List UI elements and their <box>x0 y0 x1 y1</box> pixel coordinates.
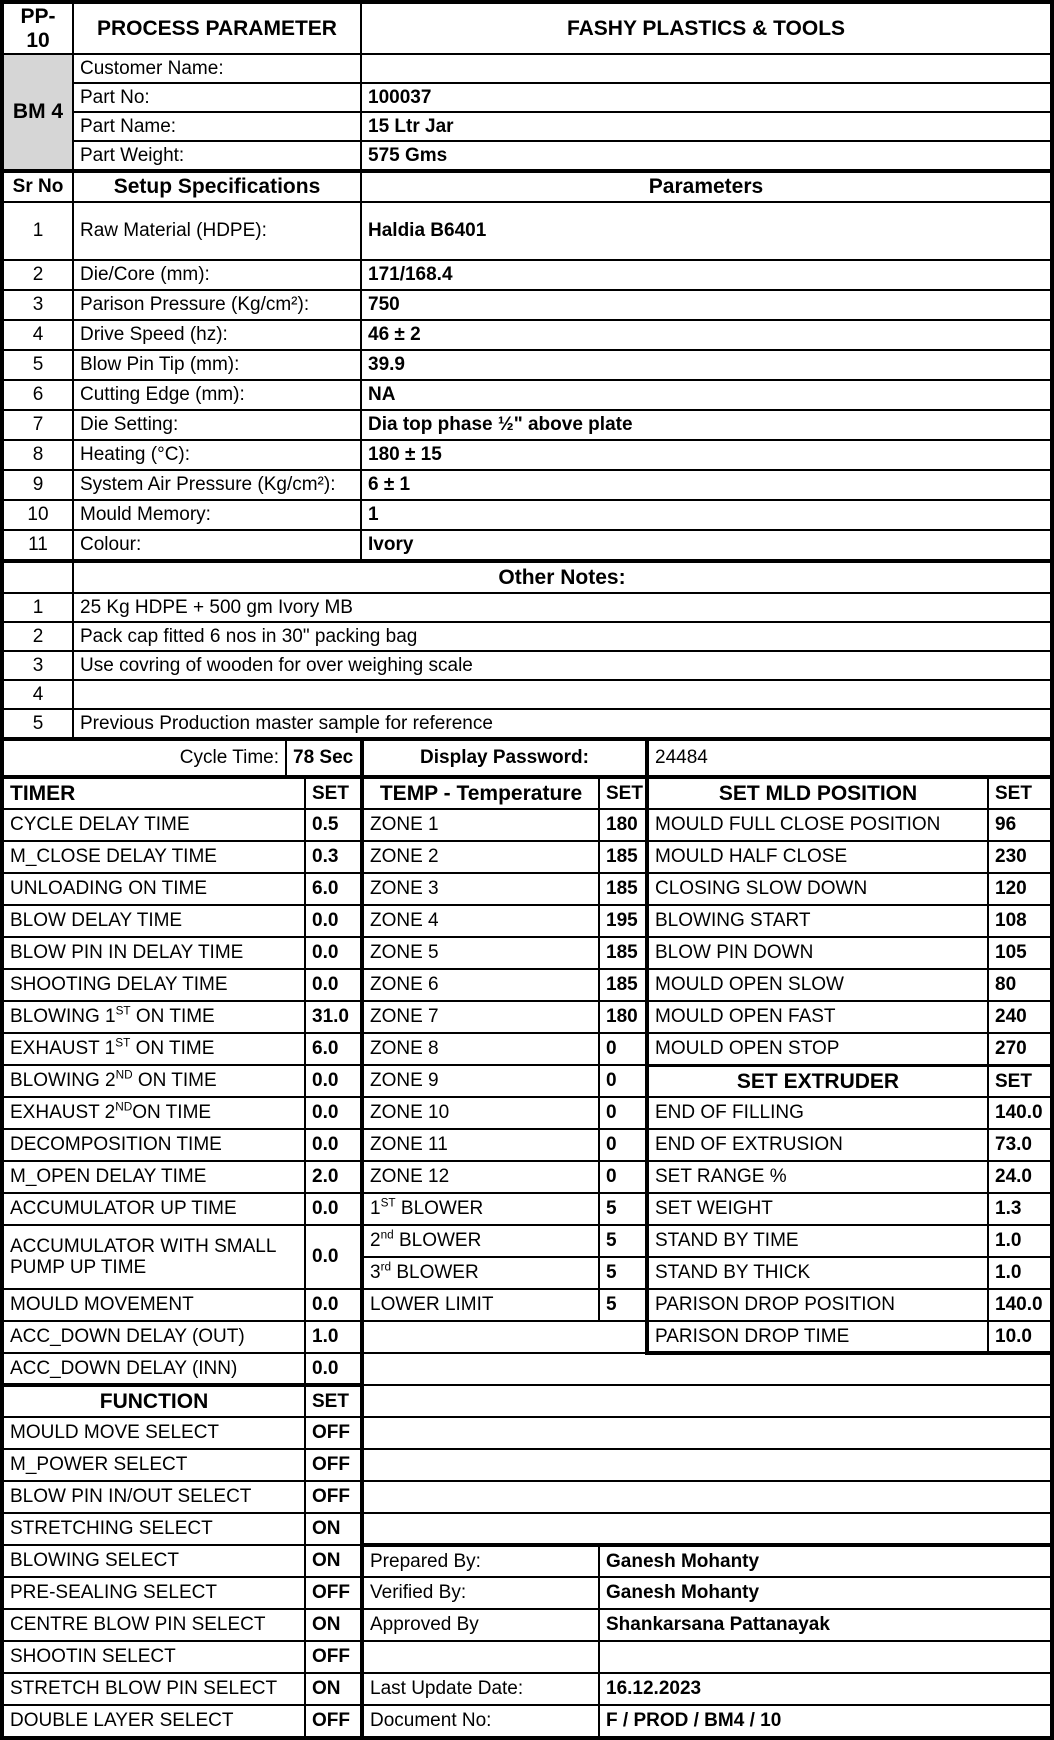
timer-header: TIMER <box>3 778 305 809</box>
note-text: Previous Production master sample for reference <box>73 709 1051 738</box>
info-value: 575 Gms <box>361 141 1051 170</box>
note-text <box>73 680 1051 709</box>
temp-label: ZONE 10 <box>362 1097 599 1129</box>
timer-value: 0.0 <box>305 905 362 937</box>
timer-value: 0.0 <box>305 969 362 1001</box>
function-label: STRETCH BLOW PIN SELECT <box>3 1673 305 1705</box>
temp-value: 0 <box>599 1161 647 1193</box>
timer-label: DECOMPOSITION TIME <box>3 1129 305 1161</box>
temp-value: 5 <box>599 1193 647 1225</box>
spec-value: 171/168.4 <box>361 260 1051 290</box>
spec-label: Blow Pin Tip (mm): <box>73 350 361 380</box>
mld-label: CLOSING SLOW DOWN <box>647 873 988 905</box>
notes-table <box>2 561 1052 739</box>
function-value: ON <box>305 1513 362 1545</box>
timer-label: UNLOADING ON TIME <box>3 873 305 905</box>
extruder-value: 140.0 <box>988 1289 1051 1321</box>
temp-value: 5 <box>599 1289 647 1321</box>
timer-label: BLOW PIN IN DELAY TIME <box>3 937 305 969</box>
cycle-time-label: Cycle Time: <box>3 740 286 776</box>
doc-code: PP-10 <box>3 3 73 54</box>
extruder-label: SET WEIGHT <box>647 1193 988 1225</box>
temp-header: TEMP - Temperature <box>362 778 599 809</box>
mld-label: MOULD OPEN SLOW <box>647 969 988 1001</box>
signoff-label: Prepared By: <box>362 1545 599 1577</box>
timer-label: BLOWING 1ST ON TIME <box>3 1001 305 1033</box>
spec-value: 750 <box>361 290 1051 320</box>
spec-no: 5 <box>3 350 73 380</box>
function-set-header: SET <box>305 1385 362 1417</box>
extruder-label: STAND BY THICK <box>647 1257 988 1289</box>
setup-table <box>2 171 1052 561</box>
param-header: Parameters <box>361 172 1051 202</box>
mld-set-header: SET <box>988 778 1051 809</box>
function-value: OFF <box>305 1641 362 1673</box>
temp-label: ZONE 6 <box>362 969 599 1001</box>
spec-label: Die/Core (mm): <box>73 260 361 290</box>
timer-value: 0.0 <box>305 1225 362 1289</box>
empty-cell <box>362 1353 1051 1385</box>
timer-value: 31.0 <box>305 1001 362 1033</box>
empty-cell <box>362 1449 1051 1481</box>
temp-label: ZONE 12 <box>362 1161 599 1193</box>
timer-label: EXHAUST 2NDON TIME <box>3 1097 305 1129</box>
spec-label: Mould Memory: <box>73 500 361 530</box>
note-text: Pack cap fitted 6 nos in 30" packing bag <box>73 622 1051 651</box>
signoff-label: Approved By <box>362 1609 599 1641</box>
note-no: 4 <box>3 680 73 709</box>
note-text: 25 Kg HDPE + 500 gm Ivory MB <box>73 593 1051 622</box>
note-text: Use covring of wooden for over weighing scale <box>73 651 1051 680</box>
spec-no: 10 <box>3 500 73 530</box>
signoff-value: Ganesh Mohanty <box>599 1545 1051 1577</box>
temp-label: ZONE 3 <box>362 873 599 905</box>
temp-label: 1ST BLOWER <box>362 1193 599 1225</box>
temp-value: 0 <box>599 1065 647 1097</box>
mld-value: 120 <box>988 873 1051 905</box>
empty-cell <box>362 1321 647 1353</box>
spec-value: 180 ± 15 <box>361 440 1051 470</box>
spec-label: Die Setting: <box>73 410 361 440</box>
temp-value: 180 <box>599 809 647 841</box>
timer-label: ACCUMULATOR WITH SMALL PUMP UP TIME <box>3 1225 305 1289</box>
mld-value: 80 <box>988 969 1051 1001</box>
temp-label: ZONE 5 <box>362 937 599 969</box>
timer-label: SHOOTING DELAY TIME <box>3 969 305 1001</box>
mld-label: MOULD FULL CLOSE POSITION <box>647 809 988 841</box>
temp-label: ZONE 1 <box>362 809 599 841</box>
timer-value: 0.0 <box>305 1193 362 1225</box>
spec-no: 3 <box>3 290 73 320</box>
temp-value: 0 <box>599 1097 647 1129</box>
timer-value: 6.0 <box>305 873 362 905</box>
timer-value: 0.0 <box>305 1129 362 1161</box>
spec-value: Haldia B6401 <box>361 202 1051 260</box>
spec-value: 46 ± 2 <box>361 320 1051 350</box>
spec-label: Heating (°C): <box>73 440 361 470</box>
extruder-label: END OF EXTRUSION <box>647 1129 988 1161</box>
info-value: 100037 <box>361 83 1051 112</box>
temp-value: 185 <box>599 937 647 969</box>
temp-label: ZONE 8 <box>362 1033 599 1065</box>
function-value: OFF <box>305 1577 362 1609</box>
info-value: 15 Ltr Jar <box>361 112 1051 141</box>
function-label: BLOW PIN IN/OUT SELECT <box>3 1481 305 1513</box>
company-name: FASHY PLASTICS & TOOLS <box>361 3 1051 54</box>
display-password-label: Display Password: <box>362 740 647 776</box>
temp-value: 185 <box>599 873 647 905</box>
signoff-value <box>599 1641 1051 1673</box>
function-value: OFF <box>305 1481 362 1513</box>
spec-no: 11 <box>3 530 73 560</box>
timer-value: 0.0 <box>305 937 362 969</box>
mld-value: 96 <box>988 809 1051 841</box>
mld-value: 108 <box>988 905 1051 937</box>
mld-label: MOULD OPEN STOP <box>647 1033 988 1065</box>
function-value: ON <box>305 1609 362 1641</box>
extruder-value: 1.0 <box>988 1257 1051 1289</box>
signoff-label: Last Update Date: <box>362 1673 599 1705</box>
signoff-label: Document No: <box>362 1705 599 1737</box>
extruder-label: END OF FILLING <box>647 1097 988 1129</box>
extruder-header: SET EXTRUDER <box>647 1065 988 1097</box>
note-no: 3 <box>3 651 73 680</box>
spec-label: Parison Pressure (Kg/cm²): <box>73 290 361 320</box>
cycle-time-value: 78 Sec <box>286 740 362 776</box>
note-no: 1 <box>3 593 73 622</box>
extruder-label: PARISON DROP TIME <box>647 1321 988 1353</box>
temp-label: ZONE 2 <box>362 841 599 873</box>
signoff-label: Verified By: <box>362 1577 599 1609</box>
timer-label: CYCLE DELAY TIME <box>3 809 305 841</box>
signoff-value: F / PROD / BM4 / 10 <box>599 1705 1051 1737</box>
extruder-value: 10.0 <box>988 1321 1051 1353</box>
function-label: M_POWER SELECT <box>3 1449 305 1481</box>
timer-label: ACC_DOWN DELAY (INN) <box>3 1353 305 1385</box>
spec-header: Setup Specifications <box>73 172 361 202</box>
timer-value: 0.3 <box>305 841 362 873</box>
empty-cell <box>362 1385 1051 1417</box>
info-label: Customer Name: <box>73 54 361 83</box>
function-label: PRE-SEALING SELECT <box>3 1577 305 1609</box>
spec-value: 6 ± 1 <box>361 470 1051 500</box>
signoff-value: Shankarsana Pattanayak <box>599 1609 1051 1641</box>
spec-label: Raw Material (HDPE): <box>73 202 361 260</box>
temp-value: 0 <box>599 1033 647 1065</box>
mld-value: 270 <box>988 1033 1051 1065</box>
timer-label: M_OPEN DELAY TIME <box>3 1161 305 1193</box>
temp-value: 5 <box>599 1225 647 1257</box>
extruder-value: 1.0 <box>988 1225 1051 1257</box>
notes-srno-spacer <box>3 562 73 593</box>
display-password-value: 24484 <box>647 740 1051 776</box>
function-header: FUNCTION <box>3 1385 305 1417</box>
spec-label: Colour: <box>73 530 361 560</box>
cycle-row <box>2 739 1052 777</box>
timer-label: ACCUMULATOR UP TIME <box>3 1193 305 1225</box>
parameters-grid <box>2 777 1052 1738</box>
spec-label: Cutting Edge (mm): <box>73 380 361 410</box>
extruder-label: PARISON DROP POSITION <box>647 1289 988 1321</box>
extruder-label: STAND BY TIME <box>647 1225 988 1257</box>
mld-label: BLOWING START <box>647 905 988 937</box>
timer-set-header: SET <box>305 778 362 809</box>
spec-no: 4 <box>3 320 73 350</box>
mld-value: 240 <box>988 1001 1051 1033</box>
spec-no: 1 <box>3 202 73 260</box>
extruder-set-header: SET <box>988 1065 1051 1097</box>
info-label: Part Name: <box>73 112 361 141</box>
extruder-value: 73.0 <box>988 1129 1051 1161</box>
extruder-value: 1.3 <box>988 1193 1051 1225</box>
info-label: Part Weight: <box>73 141 361 170</box>
srno-header: Sr No <box>3 172 73 202</box>
temp-label: 3rd BLOWER <box>362 1257 599 1289</box>
function-value: OFF <box>305 1449 362 1481</box>
timer-value: 0.0 <box>305 1065 362 1097</box>
function-label: BLOWING SELECT <box>3 1545 305 1577</box>
mld-label: MOULD OPEN FAST <box>647 1001 988 1033</box>
spec-no: 9 <box>3 470 73 500</box>
extruder-label: SET RANGE % <box>647 1161 988 1193</box>
spec-value: 39.9 <box>361 350 1051 380</box>
temp-label: ZONE 4 <box>362 905 599 937</box>
mld-value: 230 <box>988 841 1051 873</box>
mld-header: SET MLD POSITION <box>647 778 988 809</box>
temp-label: ZONE 11 <box>362 1129 599 1161</box>
timer-value: 1.0 <box>305 1321 362 1353</box>
extruder-value: 24.0 <box>988 1161 1051 1193</box>
timer-label: M_CLOSE DELAY TIME <box>3 841 305 873</box>
function-value: ON <box>305 1673 362 1705</box>
signoff-value: Ganesh Mohanty <box>599 1577 1051 1609</box>
temp-value: 5 <box>599 1257 647 1289</box>
extruder-value: 140.0 <box>988 1097 1051 1129</box>
mld-value: 105 <box>988 937 1051 969</box>
mld-label: MOULD HALF CLOSE <box>647 841 988 873</box>
timer-label: EXHAUST 1ST ON TIME <box>3 1033 305 1065</box>
signoff-label <box>362 1641 599 1673</box>
timer-label: BLOWING 2ND ON TIME <box>3 1065 305 1097</box>
timer-label: BLOW DELAY TIME <box>3 905 305 937</box>
machine-id: BM 4 <box>3 54 73 170</box>
mld-label: BLOW PIN DOWN <box>647 937 988 969</box>
timer-value: 6.0 <box>305 1033 362 1065</box>
header-table <box>2 2 1052 171</box>
temp-value: 180 <box>599 1001 647 1033</box>
spec-value: 1 <box>361 500 1051 530</box>
doc-title: PROCESS PARAMETER <box>73 3 361 54</box>
empty-cell <box>362 1417 1051 1449</box>
timer-value: 0.0 <box>305 1353 362 1385</box>
timer-value: 0.0 <box>305 1289 362 1321</box>
temp-value: 0 <box>599 1129 647 1161</box>
function-value: OFF <box>305 1705 362 1737</box>
spec-label: System Air Pressure (Kg/cm²): <box>73 470 361 500</box>
temp-value: 185 <box>599 841 647 873</box>
note-no: 2 <box>3 622 73 651</box>
function-value: ON <box>305 1545 362 1577</box>
spec-no: 2 <box>3 260 73 290</box>
spec-label: Drive Speed (hz): <box>73 320 361 350</box>
info-value <box>361 54 1051 83</box>
notes-header: Other Notes: <box>73 562 1051 593</box>
function-label: SHOOTIN SELECT <box>3 1641 305 1673</box>
temp-set-header: SET <box>599 778 647 809</box>
temp-label: LOWER LIMIT <box>362 1289 599 1321</box>
function-label: STRETCHING SELECT <box>3 1513 305 1545</box>
spec-no: 8 <box>3 440 73 470</box>
timer-label: MOULD MOVEMENT <box>3 1289 305 1321</box>
timer-value: 2.0 <box>305 1161 362 1193</box>
function-label: MOULD MOVE SELECT <box>3 1417 305 1449</box>
timer-value: 0.0 <box>305 1097 362 1129</box>
note-no: 5 <box>3 709 73 738</box>
temp-label: 2nd BLOWER <box>362 1225 599 1257</box>
empty-cell <box>362 1481 1051 1513</box>
function-label: DOUBLE LAYER SELECT <box>3 1705 305 1737</box>
temp-value: 195 <box>599 905 647 937</box>
signoff-value: 16.12.2023 <box>599 1673 1051 1705</box>
empty-cell <box>362 1513 1051 1545</box>
timer-value: 0.5 <box>305 809 362 841</box>
temp-label: ZONE 7 <box>362 1001 599 1033</box>
info-label: Part No: <box>73 83 361 112</box>
temp-label: ZONE 9 <box>362 1065 599 1097</box>
function-value: OFF <box>305 1417 362 1449</box>
function-label: CENTRE BLOW PIN SELECT <box>3 1609 305 1641</box>
spec-value: Ivory <box>361 530 1051 560</box>
temp-value: 185 <box>599 969 647 1001</box>
spec-value: Dia top phase ½" above plate <box>361 410 1051 440</box>
timer-label: ACC_DOWN DELAY (OUT) <box>3 1321 305 1353</box>
spec-value: NA <box>361 380 1051 410</box>
spec-no: 7 <box>3 410 73 440</box>
spec-no: 6 <box>3 380 73 410</box>
